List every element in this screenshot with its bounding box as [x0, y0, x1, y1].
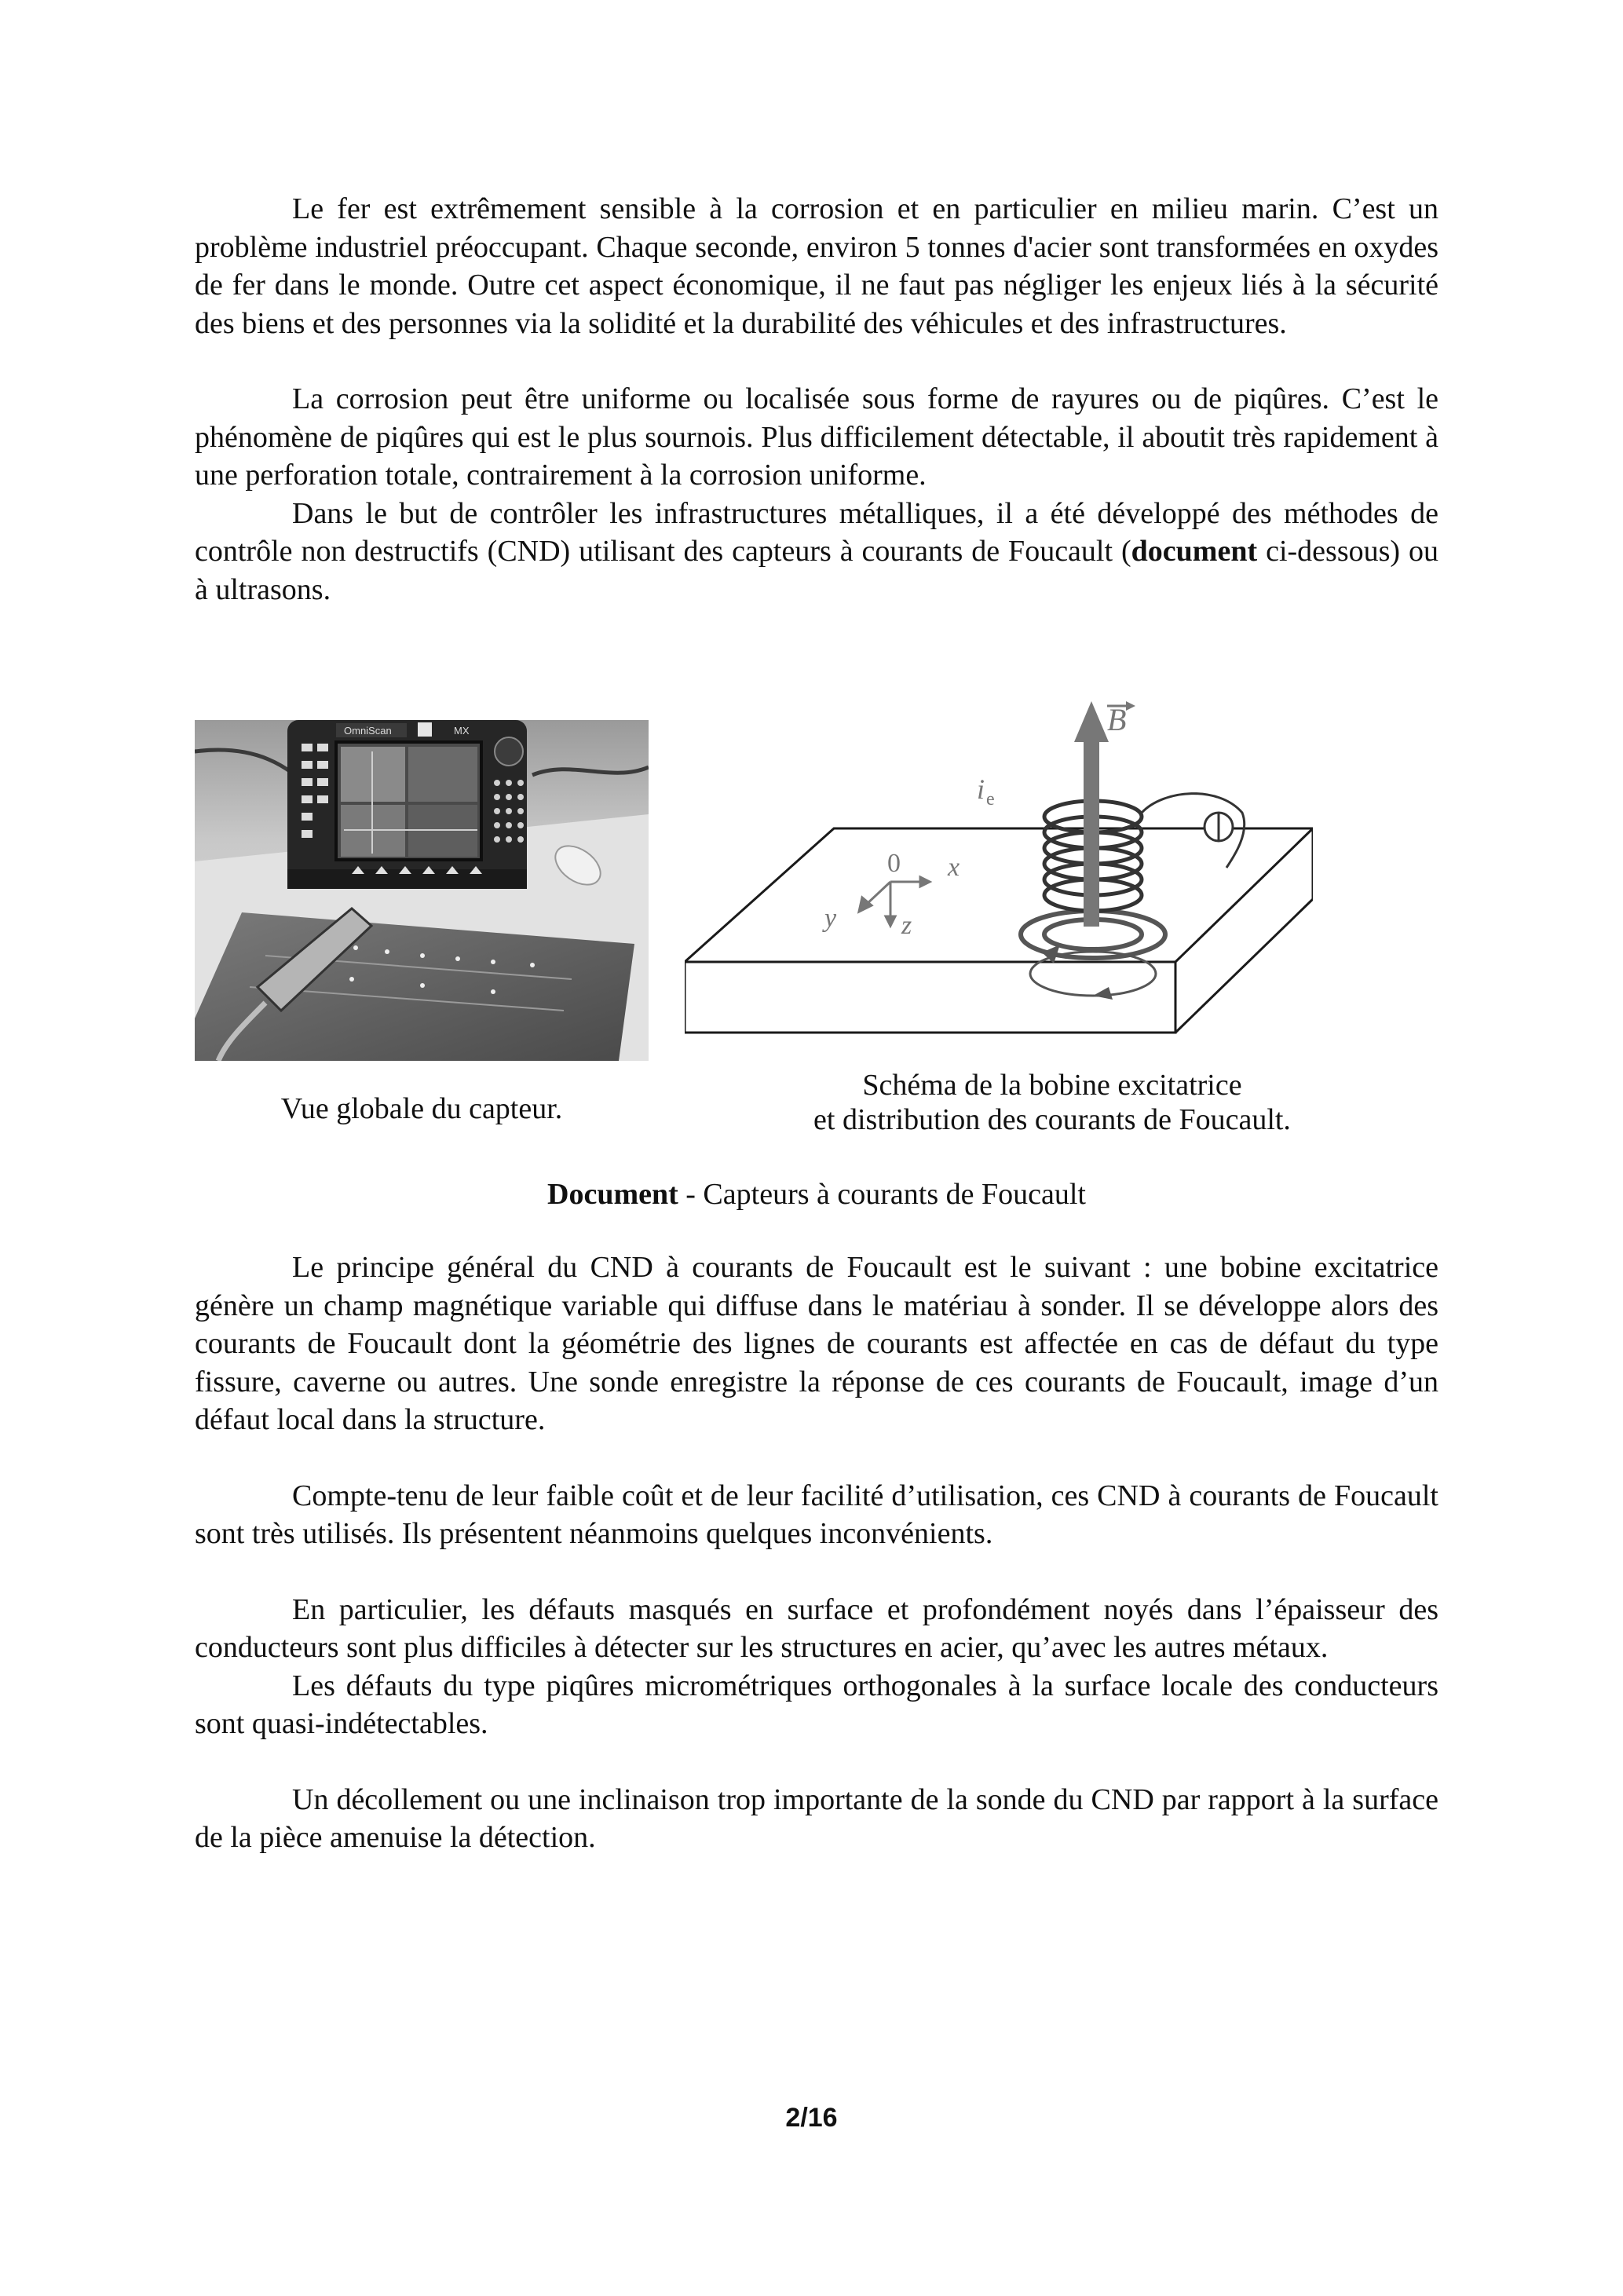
intro-text — [195, 190, 1438, 609]
axis-origin-label: 0 — [887, 849, 901, 878]
document-title — [195, 1175, 1438, 1213]
paragraph-probe-lift-off: Un décollement ou une inclinaison trop importante de la sonde du CND par rapport à la surface de la pièce amenuise la détection. — [195, 1782, 1438, 1854]
paragraph-corrosion-types: La corrosion peut être uniforme ou localisée sous forme de rayures ou de piqûres. C’est le phénomène de piqûres qui est le plus sournois. Plus difficilement détectable, il aboutit très rapidement à une perforation totale, contrairement à la corrosion uniforme. — [195, 382, 1438, 492]
page-number: 2/16 — [785, 2103, 838, 2133]
diagram-caption-line1: Schéma de la bobine excitatrice — [862, 1069, 1242, 1102]
paragraph-cnd-methods — [195, 495, 1438, 609]
principle-text — [195, 1249, 1438, 1857]
cnd-methods-text: Dans le but de contrôler les infrastructures métalliques, il a été développé des méthodes de contrôle non destructifs (CND) utilisant des capteurs à courants de Foucault — [195, 496, 1438, 568]
field-b-label: B — [1107, 702, 1127, 737]
field-arrow — [1084, 738, 1099, 927]
diagram-caption-line2: et distribution des courants de Foucault. — [813, 1103, 1291, 1136]
current-subscript: e — [986, 789, 995, 810]
document-title-rest: - Capteurs à courants de Foucault — [678, 1178, 1086, 1211]
current-label: i — [977, 773, 985, 805]
diagram-caption — [754, 1068, 1351, 1137]
doc-ref-open: ( — [1121, 535, 1131, 568]
sensor-photo — [195, 720, 649, 1061]
axis-y-label: y — [824, 904, 837, 933]
paragraph-masked-defects: En particulier, les défauts masqués en surface et profondément noyés dans l’épaisseur des conducteurs sont plus difficiles à détecter sur les structures en acier, qu’avec les autres métaux. — [195, 1592, 1438, 1664]
device-brand-label: OmniScan — [344, 725, 392, 737]
document-reference: document — [1131, 535, 1258, 568]
document-title-bold: Document — [547, 1178, 678, 1211]
coil-diagram — [685, 695, 1313, 1040]
axis-x-label: x — [948, 853, 960, 882]
photo-caption: Vue globale du capteur. — [280, 1092, 563, 1125]
device-model-label: MX — [454, 725, 470, 737]
doc-ref-rest: ci-dessous) ou à ultrasons. — [195, 535, 1439, 606]
axis-z-label: z — [901, 911, 912, 940]
paragraph-cnd-usage: Compte-tenu de leur faible coût et de leur facilité d’utilisation, ces CND à courants de Foucault sont très utilisés. Ils présentent néanmoins quelques inconvénients. — [195, 1479, 1438, 1550]
paragraph-cnd-principle: Le principe général du CND à courants de Foucault est le suivant : une bobine excitatrice génère un champ magnétique variable qui diffuse dans le matériau à sonder. Il se développe alors des courants de Foucault dont la géométrie des lignes de courants est affectée en cas de défaut du type fissure, caverne ou autres. Une sonde enregistre la réponse de ces courants de Foucault, image d’un défaut local dans la structure. — [195, 1251, 1438, 1436]
paragraph-corrosion-intro: Le fer est extrêmement sensible à la corrosion et en particulier en milieu marin. C’est un problème industriel préoccupant. Chaque seconde, environ 5 tonnes d'acier sont transformées en oxydes de fer dans le monde. Outre cet aspect économique, il ne faut pas négliger les enjeux liés à la sécurité des biens et des personnes via la solidité et la durabilité des véhicules et des infrastructures. — [195, 192, 1438, 340]
paragraph-pitting-defects: Les défauts du type piqûres micrométriques orthogonales à la surface locale des conducteurs sont quasi-indétectables. — [195, 1669, 1438, 1740]
